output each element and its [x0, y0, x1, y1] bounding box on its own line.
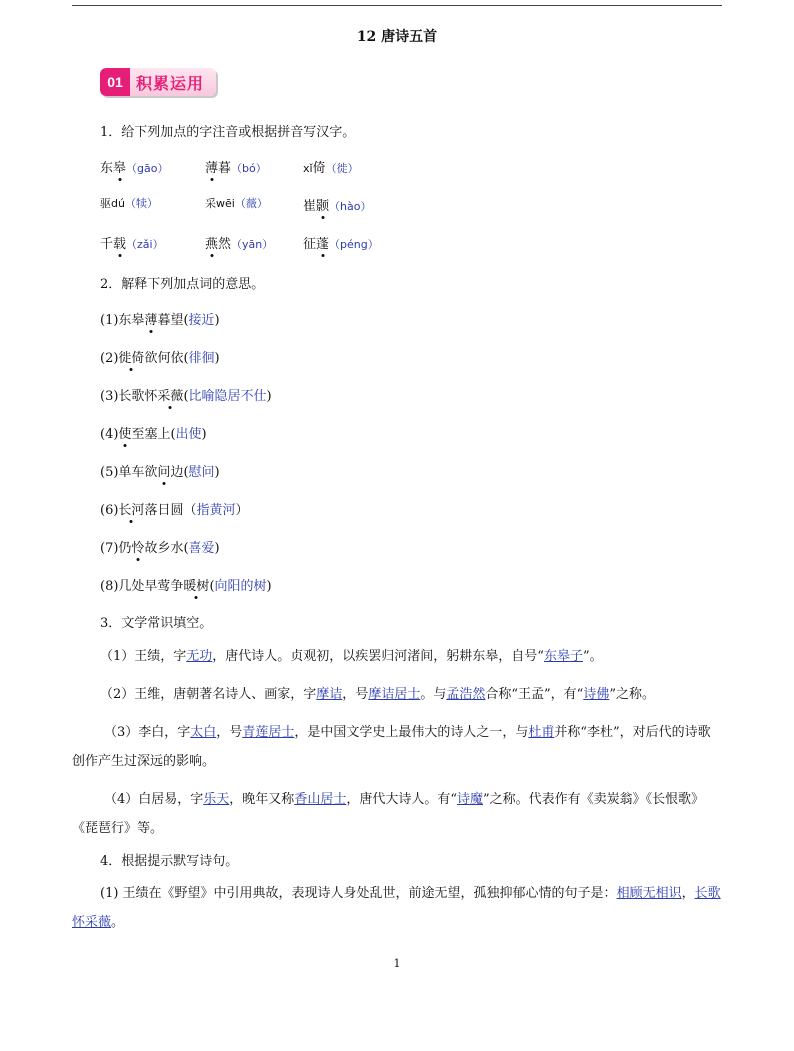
dotted-char: 燕: [205, 237, 219, 252]
para-text: （2）王维，唐朝著名诗人、画家，字: [100, 687, 317, 702]
q1-item: [303, 195, 371, 214]
q1-item: [100, 233, 164, 252]
item-text: ): [266, 389, 272, 404]
q3-para-4: [72, 785, 722, 843]
answer: 接近: [188, 313, 215, 328]
item-text: (6): [100, 503, 119, 518]
item-text: 落日圆（: [144, 503, 197, 518]
q2-item: [100, 347, 220, 366]
section-badge: [100, 68, 216, 96]
answer: 香山居士: [294, 792, 347, 807]
item-text: 采wēi: [205, 197, 235, 210]
q3-para-3: [72, 718, 722, 776]
q1-item: [205, 195, 268, 211]
answer: 喜爱: [188, 541, 215, 556]
dotted-word: 采薇: [157, 389, 184, 404]
answer: （péng）: [329, 238, 379, 251]
dotted-word: 徙倚: [118, 351, 145, 366]
item-text: 千: [100, 237, 114, 252]
item-text: (: [209, 579, 215, 594]
q1-item: [100, 195, 158, 211]
item-text: 然: [218, 237, 232, 252]
item-text: 边(: [170, 465, 189, 480]
para-text: ，号: [342, 687, 369, 702]
answer: （bó）: [231, 162, 267, 175]
page-title: 12 唐诗五首: [356, 29, 438, 45]
item-text: 驱dú: [100, 197, 125, 210]
answer: （yān）: [231, 238, 274, 251]
answer: （徙）: [325, 162, 359, 175]
item-text: 欲何依(: [144, 351, 189, 366]
dotted-char: 皋: [113, 161, 127, 176]
item-text: (1)东皋: [100, 313, 145, 328]
answer: （gāo）: [126, 162, 169, 175]
q3-para-1: [72, 642, 722, 671]
para-text: ，唐代大诗人。有“: [346, 792, 457, 807]
answer: 比喻隐居不仕: [188, 389, 267, 404]
item-text: 至塞上(: [131, 427, 176, 442]
answer: 徘徊: [188, 351, 215, 366]
para-text: ”之称。代表作有《卖炭翁》《长恨歌》《琵琶行》等。: [72, 792, 705, 836]
para-text: ，: [681, 886, 695, 901]
item-text: xǐ: [303, 162, 313, 175]
para-text: （4）白居易，字: [104, 792, 204, 807]
dotted-char: 薄: [205, 161, 219, 176]
item-text: (8)几处早莺争: [100, 579, 184, 594]
dotted-word: 长河: [118, 503, 145, 518]
para-text: ，晚年又称: [229, 792, 295, 807]
item-text: 崔: [303, 199, 317, 214]
top-rule: [72, 5, 722, 6]
answer: 乐天: [203, 792, 230, 807]
page-number: 1: [393, 957, 401, 970]
badge-label: 积累运用: [136, 73, 205, 93]
para-text: 合称“王孟”，有“: [485, 687, 584, 702]
q2-item: [100, 385, 272, 404]
q1-item: [205, 157, 267, 176]
dotted-char: 颢: [316, 199, 330, 214]
dotted-word: 使: [118, 427, 132, 442]
item-text: ）: [235, 503, 249, 518]
dotted-word: 暖树: [183, 579, 210, 594]
para-text: (1) 王绩在《野望》中引用典故，表现诗人身处乱世，前途无望，孤独抑郁心情的句子是：: [100, 886, 617, 901]
para-text: ，是中国文学史上最伟大的诗人之一，与: [294, 725, 529, 740]
item-text: ): [214, 465, 220, 480]
answer: 慰问: [188, 465, 215, 480]
answer: 东皋子: [543, 649, 583, 664]
item-text: 暮望(: [157, 313, 189, 328]
dotted-char: 载: [113, 237, 127, 252]
para-text: 。: [111, 915, 125, 930]
para-text: ，唐代诗人。贞观初，以疾罢归河渚间，躬耕东皋，自号“: [212, 649, 544, 664]
q3-para-2: [72, 680, 722, 709]
answer: 摩诘: [316, 687, 343, 702]
q2-item: [100, 309, 220, 328]
item-text: (: [183, 389, 189, 404]
q1-stem: 1．给下列加点的字注音或根据拼音写汉字。: [100, 125, 356, 140]
answer: 杜甫: [528, 725, 555, 740]
q2-stem: 2．解释下列加点词的意思。: [100, 277, 265, 292]
item-text: 东: [100, 161, 114, 176]
q1-item: [303, 233, 379, 252]
dotted-word: 薄: [144, 313, 158, 328]
answer: 向阳的树: [214, 579, 267, 594]
para-text: ”。: [582, 649, 603, 664]
q2-item: [100, 575, 272, 594]
item-text: ): [266, 579, 272, 594]
answer: 青莲居士: [242, 725, 295, 740]
item-text: ): [214, 313, 220, 328]
badge-number: 01: [100, 68, 130, 96]
para-text: （1）王绩，字: [100, 649, 187, 664]
para-text: 并称“李杜”，对后代的诗歌创作产生过深远的影响。: [72, 725, 711, 769]
answer: 长歌怀采薇: [72, 886, 721, 930]
q4-stem: 4．根据提示默写诗句。: [100, 854, 239, 869]
answer: （zǎi）: [126, 238, 164, 251]
item-text: ): [214, 351, 220, 366]
answer: （hào）: [329, 200, 372, 213]
answer: 摩诘居士: [368, 687, 421, 702]
dotted-char: 蓬: [316, 237, 330, 252]
answer: （薇）: [234, 197, 268, 210]
q2-item: [100, 537, 220, 556]
q1-item: [205, 233, 273, 252]
q4-para-1: [72, 879, 722, 937]
para-text: ”之称。: [609, 687, 655, 702]
item-text: ): [201, 427, 207, 442]
q1-item: [100, 157, 168, 176]
item-text: (5)单车欲: [100, 465, 158, 480]
item-text: (2): [100, 351, 119, 366]
answer: （犊）: [124, 197, 158, 210]
q2-item: [100, 499, 248, 518]
answer: 诗佛: [583, 687, 610, 702]
q3-stem: 3．文学常识填空。: [100, 616, 213, 631]
item-text: (7)仍: [100, 541, 132, 556]
item-text: 故乡水(: [144, 541, 189, 556]
answer: 诗魔: [456, 792, 483, 807]
answer: 出使: [175, 427, 202, 442]
answer: 无功: [186, 649, 213, 664]
answer: 指黄河: [196, 503, 236, 518]
para-text: 。与: [420, 687, 447, 702]
item-text: (4): [100, 427, 119, 442]
answer: 孟浩然: [446, 687, 486, 702]
para-text: ，号: [216, 725, 243, 740]
dotted-word: 问: [157, 465, 171, 480]
item-text: 征: [303, 237, 317, 252]
item-text: 暮: [218, 161, 232, 176]
answer: 太白: [190, 725, 217, 740]
q1-item: [303, 157, 359, 176]
answer: 相顾无相识: [616, 886, 682, 901]
q2-item: [100, 423, 207, 442]
item-text: 倚: [312, 161, 326, 176]
item-text: ): [214, 541, 220, 556]
dotted-word: 怜: [131, 541, 145, 556]
para-text: （3）李白，字: [104, 725, 191, 740]
q2-item: [100, 461, 220, 480]
item-text: (3)长歌怀: [100, 389, 158, 404]
